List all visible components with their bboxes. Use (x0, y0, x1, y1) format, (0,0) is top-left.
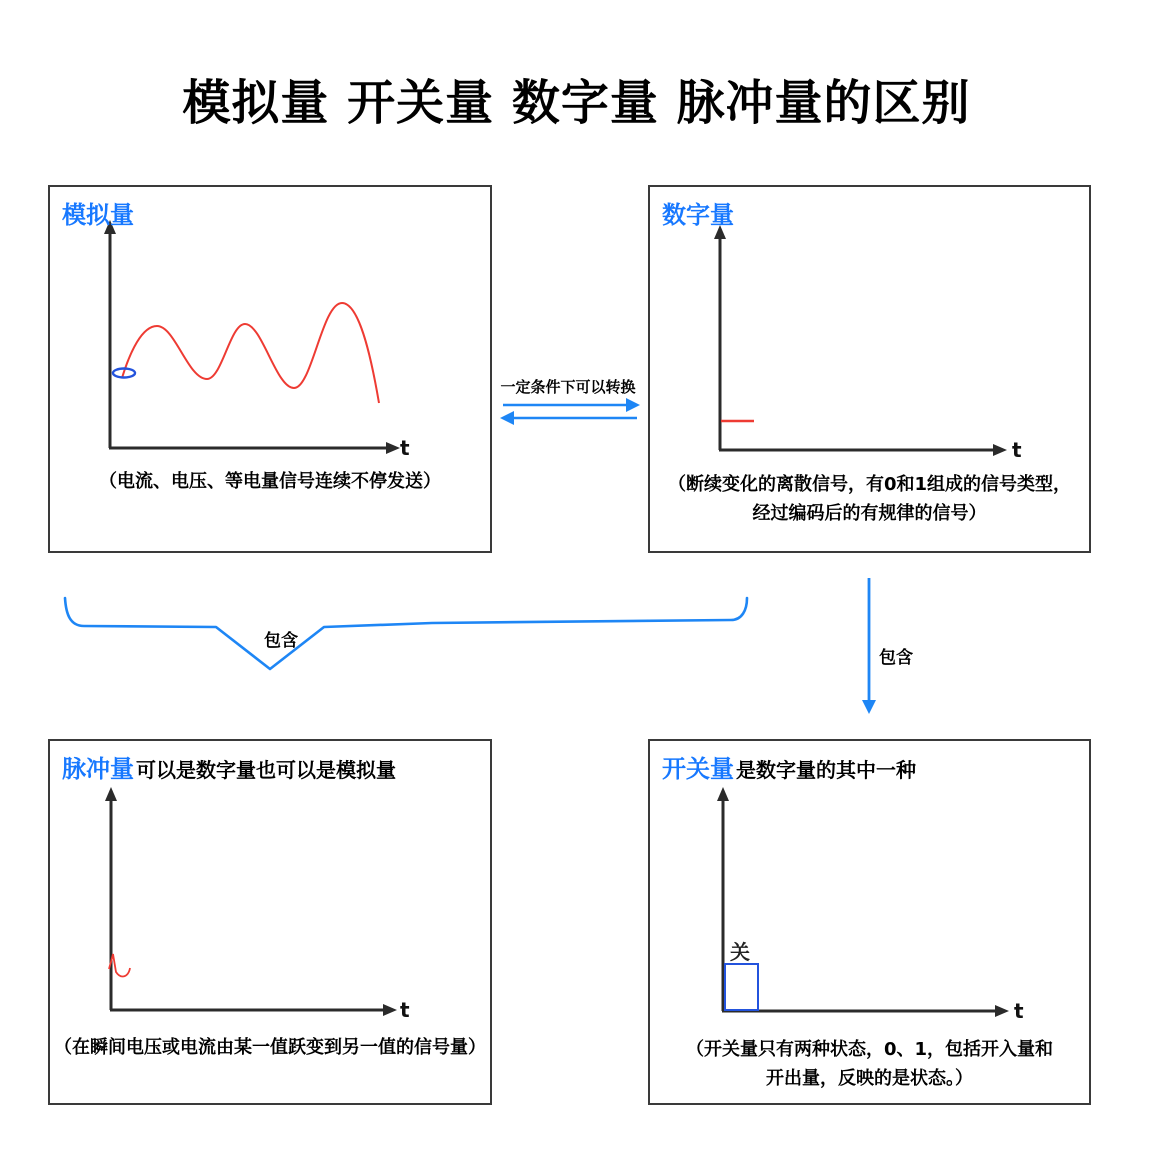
pulse-panel (48, 739, 492, 1105)
digital-title: 数字量 (662, 201, 734, 229)
digital-caption-line2: 经过编码后的有规律的信号） (752, 503, 987, 524)
analog-t-label: t (400, 436, 410, 460)
switch-state-label: 关 (730, 940, 750, 964)
analog-caption: （电流、电压、等电量信号连续不停发送） (99, 471, 441, 492)
pulse-y-axis-arrowhead (105, 787, 117, 801)
convert-label: 一定条件下可以转换 (500, 378, 636, 396)
pulse-t-label: t (400, 998, 410, 1022)
analog-plot (50, 187, 490, 551)
analog-title: 模拟量 (62, 201, 134, 229)
switch-t-label: t (1014, 999, 1024, 1023)
switch-x-axis-arrowhead (995, 1005, 1009, 1017)
switch-title: 开关量 (662, 755, 734, 783)
digital-x-axis-arrowhead (993, 444, 1007, 456)
convert-arrow-left-head (500, 411, 514, 425)
page-title: 模拟量 开关量 数字量 脉冲量的区别 (182, 75, 971, 131)
digital-caption-line1: （断续变化的离散信号，有0和1组成的信号类型， (667, 474, 1072, 495)
digital-panel (648, 185, 1091, 553)
switch-panel (648, 739, 1091, 1105)
analog-panel (48, 185, 492, 553)
switch-state-rect (725, 964, 758, 1010)
contains-brace-label: 包含 (264, 631, 298, 651)
pulse-caption: （在瞬间电压或电流由某一值跃变到另一值的信号量） (54, 1037, 486, 1058)
switch-caption-line2: 开出量，反映的是状态。） (766, 1068, 973, 1089)
switch-caption-line1: （开关量只有两种状态，0、1，包括开入量和 (685, 1039, 1054, 1060)
contains-brace (65, 598, 747, 669)
convert-arrow-right-head (626, 398, 640, 412)
switch-subtitle: 是数字量的其中一种 (736, 758, 916, 782)
contains-arrow-label: 包含 (879, 648, 913, 668)
analog-wave (122, 303, 379, 403)
analog-x-axis-arrowhead (386, 442, 400, 454)
digital-t-label: t (1012, 438, 1022, 462)
pulse-title: 脉冲量 (62, 755, 134, 783)
switch-y-axis-arrowhead (717, 787, 729, 801)
pulse-subtitle: 可以是数字量也可以是模拟量 (136, 758, 396, 782)
contains-arrow-head (862, 700, 876, 714)
pulse-x-axis-arrowhead (383, 1004, 397, 1016)
